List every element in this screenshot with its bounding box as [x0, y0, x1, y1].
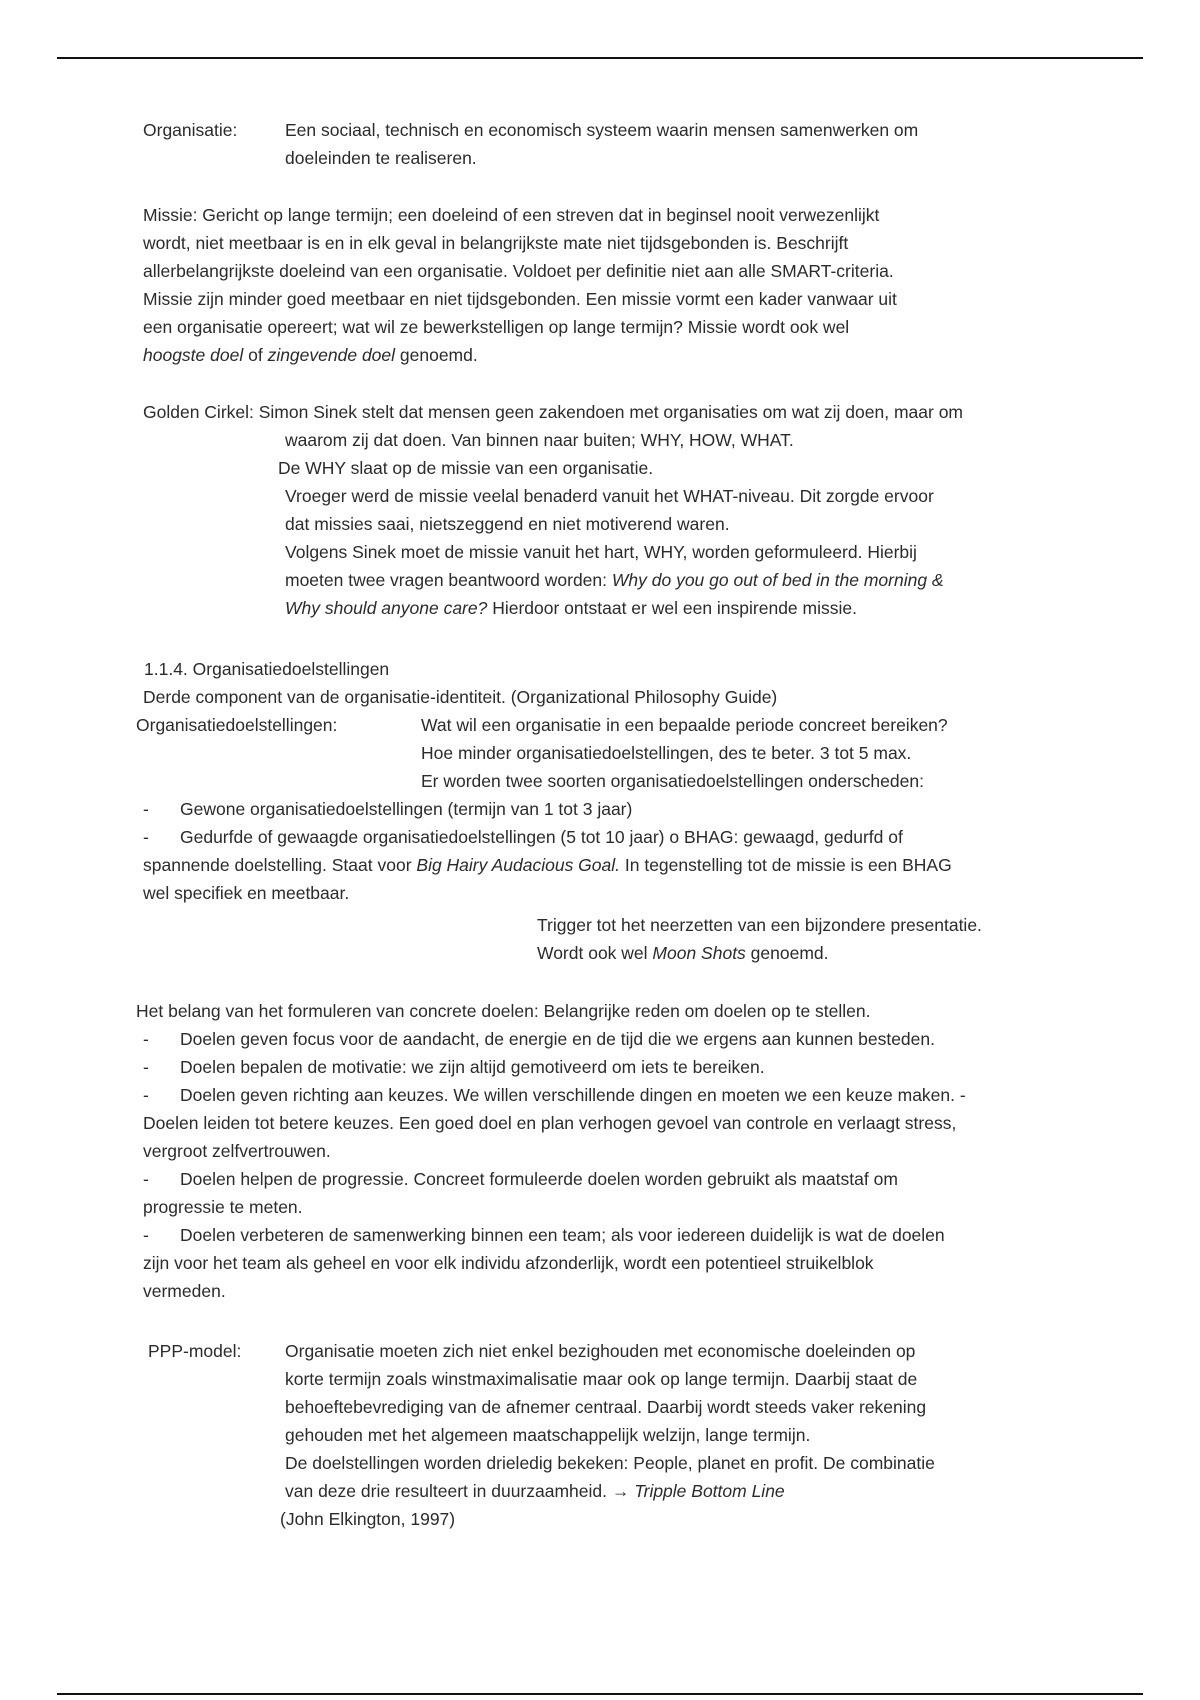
- footer-rule: [57, 1693, 1143, 1695]
- bullet-dash: -: [143, 799, 149, 819]
- doelstellingen-def: Wat wil een organisatie in een bepaalde periode concreet bereiken?: [421, 715, 948, 735]
- golden-line: Golden Cirkel: Simon Sinek stelt dat mensen geen zakendoen met organisaties om wat zij doen, maar om: [143, 402, 964, 422]
- doelstellingen-term: Organisatiedoelstellingen:: [136, 715, 338, 735]
- ppp-line: behoeftebevrediging van de afnemer centraal. Daarbij wordt steeds vaker rekening: [285, 1397, 927, 1417]
- missie-line: allerbelangrijkste doeleind van een organisatie. Voldoet per definitie niet aan alle SMART-criteria.: [143, 261, 894, 281]
- list-item-cont: Doelen leiden tot betere keuzes. Een goed doel en plan verhogen gevoel van controle en verlaagt stress,: [143, 1113, 957, 1133]
- golden-line: dat missies saai, nietszeggend en niet motiverend waren.: [285, 514, 730, 534]
- bullet-dash: -: [143, 1085, 149, 1105]
- golden-line: moeten twee vragen beantwoord worden: Why do you go out of bed in the morning &: [285, 570, 944, 590]
- missie-line: een organisatie opereert; wat wil ze bewerkstelligen op lange termijn? Missie wordt ook wel: [143, 317, 850, 337]
- list-item-cont: wel specifiek en meetbaar.: [143, 883, 350, 903]
- organisatie-def-line: doeleinden te realiseren.: [285, 148, 477, 168]
- golden-line: Vroeger werd de missie veelal benaderd vanuit het WHAT-niveau. Dit zorgde ervoor: [285, 486, 934, 506]
- doelstellingen-def: Er worden twee soorten organisatiedoelstellingen onderscheden:: [421, 771, 924, 791]
- ppp-line: van deze drie resulteert in duurzaamheid. → Tripple Bottom Line: [285, 1481, 785, 1501]
- list-item: Doelen geven focus voor de aandacht, de energie en de tijd die we ergens aan kunnen besteden.: [180, 1029, 935, 1049]
- list-item: Doelen verbeteren de samenwerking binnen een team; als voor iedereen duidelijk is wat de doelen: [180, 1225, 945, 1245]
- ppp-line: korte termijn zoals winstmaximalisatie maar ook op lange termijn. Daarbij staat de: [285, 1369, 918, 1389]
- ppp-line: De doelstellingen worden drieledig bekeken: People, planet en profit. De combinatie: [285, 1453, 935, 1473]
- list-item-cont: progressie te meten.: [143, 1197, 303, 1217]
- organisatie-term: Organisatie:: [143, 120, 238, 140]
- list-item: Gewone organisatiedoelstellingen (termijn van 1 tot 3 jaar): [180, 799, 633, 819]
- list-item: Gedurfde of gewaagde organisatiedoelstellingen (5 tot 10 jaar) o BHAG: gewaagd, gedurfd of: [180, 827, 903, 847]
- belang-intro: Het belang van het formuleren van concrete doelen: Belangrijke reden om doelen op te stellen.: [136, 1001, 871, 1021]
- trigger-line: Wordt ook wel Moon Shots genoemd.: [537, 943, 829, 963]
- missie-line: wordt, niet meetbaar is en in elk geval in belangrijkste mate niet tijdsgebonden is. Beschrijft: [143, 233, 849, 253]
- header-rule: [57, 57, 1143, 59]
- golden-line: Volgens Sinek moet de missie vanuit het hart, WHY, worden geformuleerd. Hierbij: [285, 542, 917, 562]
- trigger-line: Trigger tot het neerzetten van een bijzondere presentatie.: [537, 915, 982, 935]
- list-item-cont: vermeden.: [143, 1281, 226, 1301]
- ppp-term: PPP-model:: [148, 1341, 242, 1361]
- bullet-dash: -: [143, 1225, 149, 1245]
- section-subtitle: Derde component van de organisatie-identiteit. (Organizational Philosophy Guide): [143, 687, 778, 707]
- missie-line: Missie zijn minder goed meetbaar en niet tijdsgebonden. Een missie vormt een kader vanwaar uit: [143, 289, 897, 309]
- ppp-line: gehouden met het algemeen maatschappelijk welzijn, lange termijn.: [285, 1425, 811, 1445]
- list-item-cont: vergroot zelfvertrouwen.: [143, 1141, 331, 1161]
- bullet-dash: -: [143, 1029, 149, 1049]
- organisatie-def-line: Een sociaal, technisch en economisch systeem waarin mensen samenwerken om: [285, 120, 919, 140]
- golden-line: waarom zij dat doen. Van binnen naar buiten; WHY, HOW, WHAT.: [285, 430, 794, 450]
- section-heading: 1.1.4. Organisatiedoelstellingen: [144, 659, 390, 679]
- list-item: Doelen helpen de progressie. Concreet formuleerde doelen worden gebruikt als maatstaf om: [180, 1169, 898, 1189]
- arrow-right-icon: →: [611, 1481, 630, 1501]
- list-item-cont: zijn voor het team als geheel en voor elk individu afzonderlijk, wordt een potentieel struikelblok: [143, 1253, 874, 1273]
- ppp-line: Organisatie moeten zich niet enkel bezighouden met economische doeleinden op: [285, 1341, 916, 1361]
- missie-line: Missie: Gericht op lange termijn; een doeleind of een streven dat in beginsel nooit verwezenlijkt: [143, 205, 880, 225]
- missie-line: hoogste doel of zingevende doel genoemd.: [143, 345, 478, 365]
- golden-line: De WHY slaat op de missie van een organisatie.: [278, 458, 654, 478]
- bullet-dash: -: [143, 1169, 149, 1189]
- bullet-dash: -: [143, 827, 149, 847]
- ppp-citation: (John Elkington, 1997): [280, 1509, 456, 1529]
- golden-line: Why should anyone care? Hierdoor ontstaat er wel een inspirende missie.: [285, 598, 857, 618]
- bullet-dash: -: [143, 1057, 149, 1077]
- list-item-cont: spannende doelstelling. Staat voor Big Hairy Audacious Goal. In tegenstelling tot de missie is een BHAG: [143, 855, 952, 875]
- doelstellingen-def: Hoe minder organisatiedoelstellingen, des te beter. 3 tot 5 max.: [421, 743, 912, 763]
- list-item: Doelen geven richting aan keuzes. We willen verschillende dingen en moeten we een keuze maken. -: [180, 1085, 966, 1105]
- list-item: Doelen bepalen de motivatie: we zijn altijd gemotiveerd om iets te bereiken.: [180, 1057, 765, 1077]
